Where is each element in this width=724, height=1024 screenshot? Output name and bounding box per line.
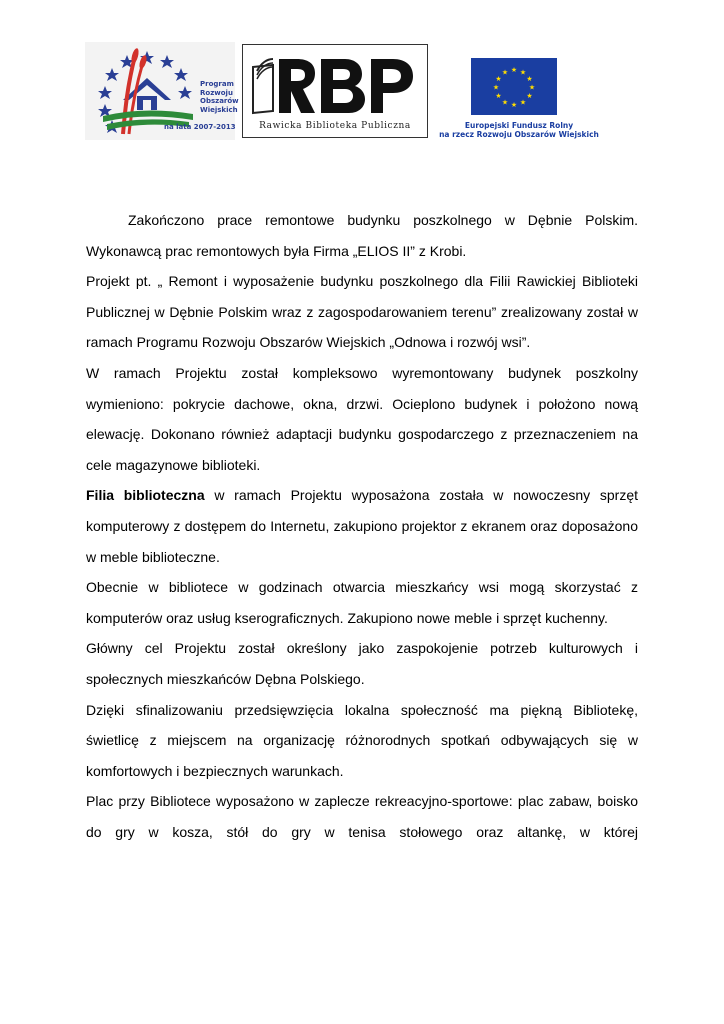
svg-text:★: ★ — [510, 66, 518, 74]
svg-text:★: ★ — [526, 92, 533, 100]
paragraph-playground: Plac przy Bibliotece wyposażono w zaplecze rekreacyjno-sportowe: plac zabaw, boisko do gry w kosza, stół do gry w tenisa stołowego oraz altankę, w której — [86, 793, 638, 840]
paragraph-goal: Główny cel Projektu został określony jako zaspokojenie potrzeb kulturowych i społecznych mieszkańców Dębna Polskiego. — [86, 640, 638, 687]
paragraph-services: Obecnie w bibliotece w godzinach otwarcia mieszkańcy wsi mogą skorzystać z komputerów oraz usług kserograficznych. Zakupiono nowe meble i sprzęt kuchenny. — [86, 579, 638, 626]
svg-text:★: ★ — [495, 75, 502, 83]
svg-text:★: ★ — [510, 101, 518, 109]
svg-text:★: ★ — [501, 68, 509, 77]
paragraph-equipment-bold: Filia biblioteczna — [86, 487, 205, 504]
paragraph-intro: Zakończono prace remontowe budynku poszkolnego w Dębnie Polskim. Wykonawcą prac remontowych była Firma „ELIOS II” z Krobi. — [86, 212, 638, 259]
prow-line-3: Obszarów — [200, 97, 239, 105]
paragraph-project-title: Projekt pt. „ Remont i wyposażenie budynku poszkolnego dla Filii Rawickiej Biblioteki Publicznej w Dębnie Polskim wraz z zagospodarowaniem terenu” zrealizowany został w ramach Programu Rozwoju Obszarów Wiejskich „Odnowa i rozwój wsi”. — [86, 273, 638, 351]
document-body — [86, 205, 638, 847]
paragraph-community: Dzięki sfinalizowaniu przedsięwzięcia lokalna społeczność ma piękną Bibliotekę, świetlicę z miejscem na organizację różnorodnych spotkań odbywających się w komfortowych i bezpiecznych warunkach. — [86, 701, 638, 779]
prow-years: na lata 2007-2013 — [164, 123, 236, 131]
svg-text:★: ★ — [519, 68, 527, 77]
rbp-logo — [242, 44, 428, 138]
svg-text:★: ★ — [519, 98, 527, 107]
header-logos — [85, 42, 605, 142]
prow-text — [200, 80, 239, 114]
eu-logo — [435, 48, 603, 142]
prow-line-1: Program — [200, 80, 234, 88]
svg-text:★: ★ — [495, 92, 502, 100]
prow-line-2: Rozwoju — [200, 88, 233, 97]
svg-text:★: ★ — [492, 83, 500, 92]
rbp-subtitle: Rawicka Biblioteka Publiczna — [259, 121, 411, 131]
eu-flag-icon — [471, 58, 557, 115]
paragraph-renovation: W ramach Projektu został kompleksowo wyremontowany budynek poszkolny wymieniono: pokrycie dachowe, okna, drzwi. Ocieplono budynek i położono nową elewację. Dokonano również adaptacji budynku gospodarczego z przeznaczeniem na cele magazynowe biblioteki. — [86, 364, 638, 473]
prow-logo — [85, 42, 239, 140]
svg-text:★: ★ — [526, 75, 533, 83]
paragraph-equipment-text: w ramach Projektu wyposażona została w nowoczesny sprzęt komputerowy z dostępem do Internetu, zakupiono projektor z ekranem oraz doposażono w meble biblioteczne. — [86, 487, 638, 565]
prow-line-4: Wiejskich — [200, 105, 238, 114]
svg-text:★: ★ — [501, 98, 509, 107]
svg-text:★: ★ — [528, 83, 536, 92]
eu-caption-line-2: na rzecz Rozwoju Obszarów Wiejskich — [439, 130, 599, 139]
eu-caption-line-1: Europejski Fundusz Rolny — [464, 121, 574, 130]
eu-caption — [435, 121, 603, 139]
paragraph-equipment — [86, 480, 638, 572]
